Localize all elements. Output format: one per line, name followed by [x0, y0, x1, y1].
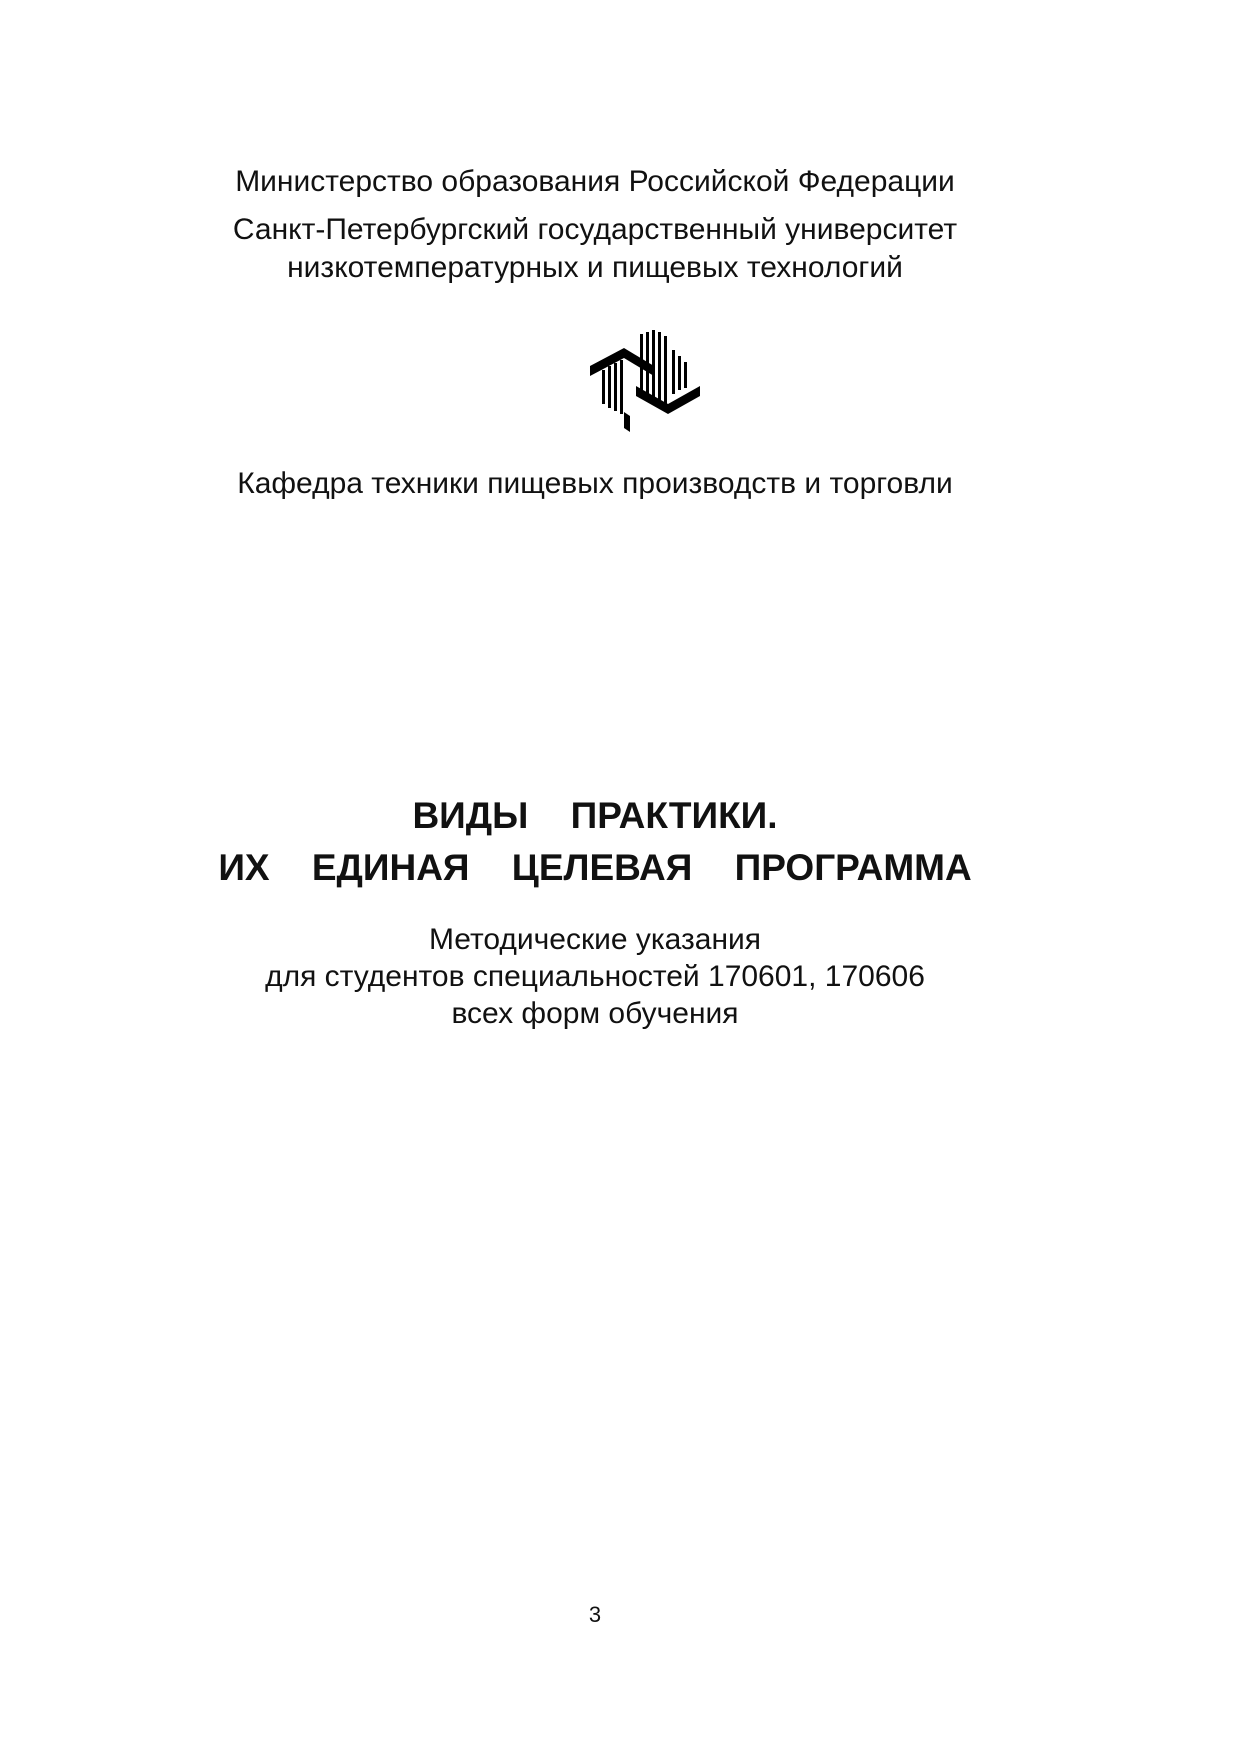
university-emblem-icon — [590, 330, 700, 432]
title-line-2: ИХ ЕДИНАЯ ЦЕЛЕВАЯ ПРОГРАММА — [218, 847, 972, 888]
university-line-2: низкотемпературных и пищевых технологий — [287, 251, 903, 284]
subtitle-line-3: всех форм обучения — [451, 997, 739, 1030]
department-line: Кафедра техники пищевых производств и торговли — [237, 467, 953, 500]
ministry-line: Министерство образования Российской Федерации — [235, 165, 955, 198]
subtitle-line-1: Методические указания — [428, 923, 762, 956]
university-line-1: Санкт-Петербургский государственный университет — [232, 213, 958, 246]
subtitle-line-2: для студентов специальностей 170601, 170606 — [265, 960, 925, 993]
page-number: 3 — [588, 1602, 602, 1627]
title-line-1: ВИДЫ ПРАКТИКИ. — [412, 795, 778, 836]
